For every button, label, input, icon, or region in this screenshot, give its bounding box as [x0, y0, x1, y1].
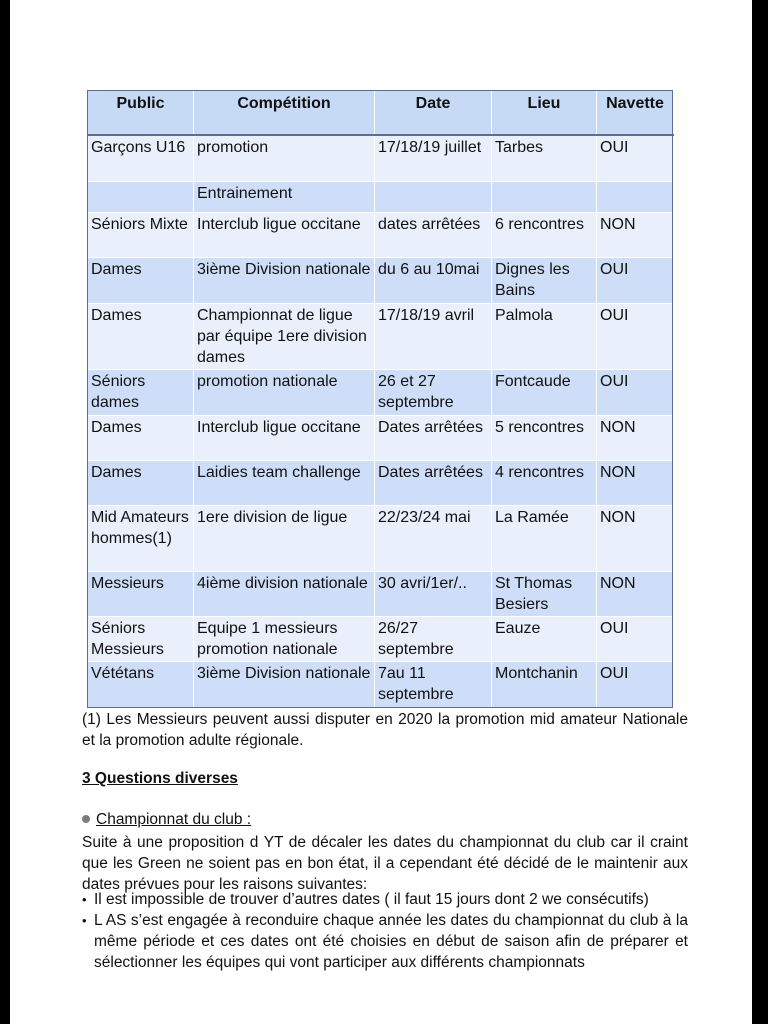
cell-lieu: 5 rencontres — [492, 415, 597, 460]
bullet-list — [82, 889, 688, 973]
cell-competition: promotion nationale — [194, 369, 375, 415]
bullet-icon: • — [82, 913, 87, 928]
table-row — [88, 257, 674, 303]
subsection-label: Championnat du club : — [96, 811, 252, 828]
cell-competition: 3ième Division nationale — [194, 257, 375, 303]
cell-navette: OUI — [597, 369, 674, 415]
table-row — [88, 181, 674, 212]
header-public: Public — [88, 91, 194, 136]
cell-public: Dames — [88, 460, 194, 505]
cell-navette: NON — [597, 212, 674, 257]
cell-date: 26 et 27 septembre — [375, 369, 492, 415]
cell-public: Vététans — [88, 661, 194, 707]
cell-navette: OUI — [597, 616, 674, 661]
cell-lieu: Fontcaude — [492, 369, 597, 415]
bullet-icon: • — [82, 892, 87, 907]
list-item-text: L AS s’est engagée à reconduire chaque année les dates du championnat du club à la même période et ces dates ont été choisies en début de saison afin de préparer et sélectionner les équipes qui vont participer aux différents championnats — [94, 912, 688, 971]
table-row — [88, 369, 674, 415]
list-item-text: Il est impossible de trouver d’autres dates ( il faut 15 jours dont 2 we consécutifs) — [94, 891, 649, 908]
cell-date: 17/18/19 juillet — [375, 135, 492, 181]
cell-lieu: 6 rencontres — [492, 212, 597, 257]
cell-navette: NON — [597, 571, 674, 616]
cell-navette — [597, 181, 674, 212]
table-row — [88, 135, 674, 181]
cell-competition: Equipe 1 messieurs promotion nationale — [194, 616, 375, 661]
table-row — [88, 505, 674, 571]
table-row — [88, 571, 674, 616]
cell-competition: 1ere division de ligue — [194, 505, 375, 571]
table-row — [88, 661, 674, 707]
competition-table — [87, 90, 674, 708]
cell-competition: Championnat de ligue par équipe 1ere division dames — [194, 303, 375, 369]
footnote: (1) Les Messieurs peuvent aussi disputer en 2020 la promotion mid amateur Nationale et la promotion adulte régionale. — [82, 711, 688, 749]
cell-lieu: Dignes les Bains — [492, 257, 597, 303]
cell-navette: NON — [597, 460, 674, 505]
cell-lieu: St Thomas Besiers — [492, 571, 597, 616]
cell-public: Mid Amateurs hommes(1) — [88, 505, 194, 571]
table-row — [88, 303, 674, 369]
cell-public: Dames — [88, 257, 194, 303]
table-row — [88, 212, 674, 257]
cell-date: du 6 au 10mai — [375, 257, 492, 303]
cell-public — [88, 181, 194, 212]
cell-public: Garçons U16 — [88, 135, 194, 181]
cell-navette: OUI — [597, 135, 674, 181]
list-item — [82, 889, 688, 910]
cell-public: Dames — [88, 415, 194, 460]
header-navette: Navette — [597, 91, 674, 136]
cell-lieu: Eauze — [492, 616, 597, 661]
cell-date — [375, 181, 492, 212]
bullet-dot-icon — [82, 815, 90, 823]
cell-navette: NON — [597, 505, 674, 571]
table-row — [88, 415, 674, 460]
cell-public: Séniors Messieurs — [88, 616, 194, 661]
body-paragraph: Suite à une proposition d YT de décaler les dates du championnat du club car il craint que les Green ne soient pas en bon état, il a cependant été décidé de le maintenir aux dates prévues pour les raisons suivantes: — [82, 834, 688, 893]
list-item — [82, 910, 688, 973]
cell-competition: Entrainement — [194, 181, 375, 212]
cell-navette: NON — [597, 415, 674, 460]
cell-public: Dames — [88, 303, 194, 369]
cell-date: 30 avri/1er/.. — [375, 571, 492, 616]
table-header-row — [88, 91, 674, 136]
section-title: 3 Questions diverses — [82, 770, 238, 787]
cell-date: 17/18/19 avril — [375, 303, 492, 369]
cell-lieu — [492, 181, 597, 212]
cell-public: Séniors Mixte — [88, 212, 194, 257]
cell-public: Messieurs — [88, 571, 194, 616]
cell-competition: Laidies team challenge — [194, 460, 375, 505]
cell-date: 7au 11 septembre — [375, 661, 492, 707]
cell-competition: Interclub ligue occitane — [194, 415, 375, 460]
cell-lieu: 4 rencontres — [492, 460, 597, 505]
cell-competition: 3ième Division nationale — [194, 661, 375, 707]
cell-competition: Interclub ligue occitane — [194, 212, 375, 257]
header-date: Date — [375, 91, 492, 136]
cell-navette: OUI — [597, 661, 674, 707]
header-competition: Compétition — [194, 91, 375, 136]
cell-public: Séniors dames — [88, 369, 194, 415]
header-lieu: Lieu — [492, 91, 597, 136]
cell-date: 26/27 septembre — [375, 616, 492, 661]
subsection-heading — [82, 811, 251, 829]
cell-navette: OUI — [597, 257, 674, 303]
cell-competition: promotion — [194, 135, 375, 181]
table-row — [88, 616, 674, 661]
cell-date: 22/23/24 mai — [375, 505, 492, 571]
cell-date: dates arrêtées — [375, 212, 492, 257]
cell-lieu: Palmola — [492, 303, 597, 369]
cell-lieu: La Ramée — [492, 505, 597, 571]
cell-lieu: Tarbes — [492, 135, 597, 181]
table-row — [88, 460, 674, 505]
cell-lieu: Montchanin — [492, 661, 597, 707]
cell-competition: 4ième division nationale — [194, 571, 375, 616]
cell-date: Dates arrêtées — [375, 415, 492, 460]
cell-date: Dates arrêtées — [375, 460, 492, 505]
cell-navette: OUI — [597, 303, 674, 369]
document-page — [10, 0, 752, 1024]
